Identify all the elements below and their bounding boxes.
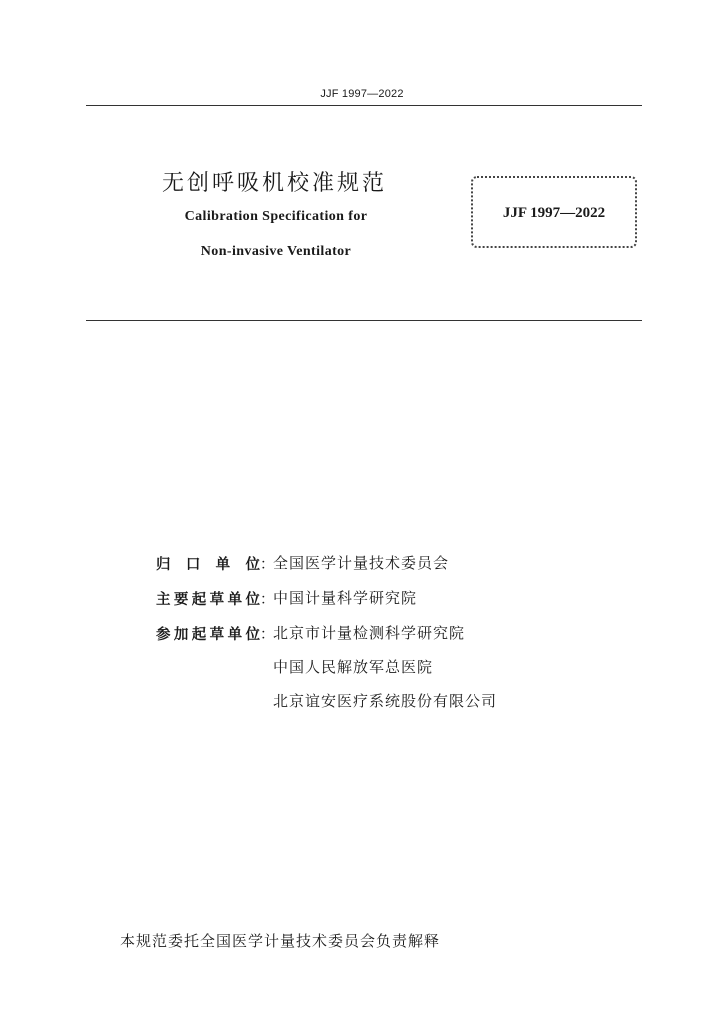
value-responsible-unit: 全国医学计量技术委员会 — [273, 554, 450, 572]
label-char: 位 — [245, 592, 260, 608]
label-char: 位 — [245, 557, 260, 573]
label-char: 草 — [209, 627, 225, 643]
label-char: 参 — [156, 627, 171, 643]
interpretation-note: 本规范委托全国医学计量技术委员会负责解释 — [120, 932, 441, 950]
value-participating-unit-3: 北京谊安医疗系统股份有限公司 — [273, 692, 498, 710]
label-char: 起 — [191, 627, 207, 643]
label-char: 主 — [156, 592, 171, 608]
label-main-drafting-unit — [156, 588, 260, 609]
label-responsible-unit — [156, 553, 260, 574]
header-standard-code: JJF 1997—2022 — [320, 88, 404, 100]
label-char: 口 — [185, 557, 201, 573]
value-main-drafting-unit: 中国计量科学研究院 — [273, 589, 418, 607]
label-char: 要 — [173, 592, 189, 608]
top-rule — [86, 105, 642, 106]
label-char: 单 — [215, 557, 231, 573]
label-char: 归 — [156, 557, 171, 573]
label-char: 起 — [191, 592, 207, 608]
label-participating-drafting-unit — [156, 623, 260, 644]
label-char: 单 — [227, 627, 243, 643]
standard-code-box — [471, 176, 637, 248]
value-participating-unit-1: 北京市计量检测科学研究院 — [273, 624, 466, 642]
value-participating-unit-2: 中国人民解放军总医院 — [273, 658, 434, 676]
label-char: 草 — [209, 592, 225, 608]
label-char: 位 — [245, 627, 260, 643]
standard-code-box-text: JJF 1997—2022 — [502, 205, 606, 221]
title-english-line2: Non-invasive Ventilator — [200, 244, 352, 259]
label-colon: ： — [260, 592, 275, 608]
label-char: 单 — [227, 592, 243, 608]
title-english-line1: Calibration Specification for — [184, 209, 368, 224]
middle-rule — [86, 320, 642, 321]
label-char: 加 — [173, 627, 189, 643]
label-colon: ： — [260, 557, 275, 573]
title-chinese: 无创呼吸机校准规范 — [162, 171, 388, 196]
label-colon: ： — [260, 627, 275, 643]
